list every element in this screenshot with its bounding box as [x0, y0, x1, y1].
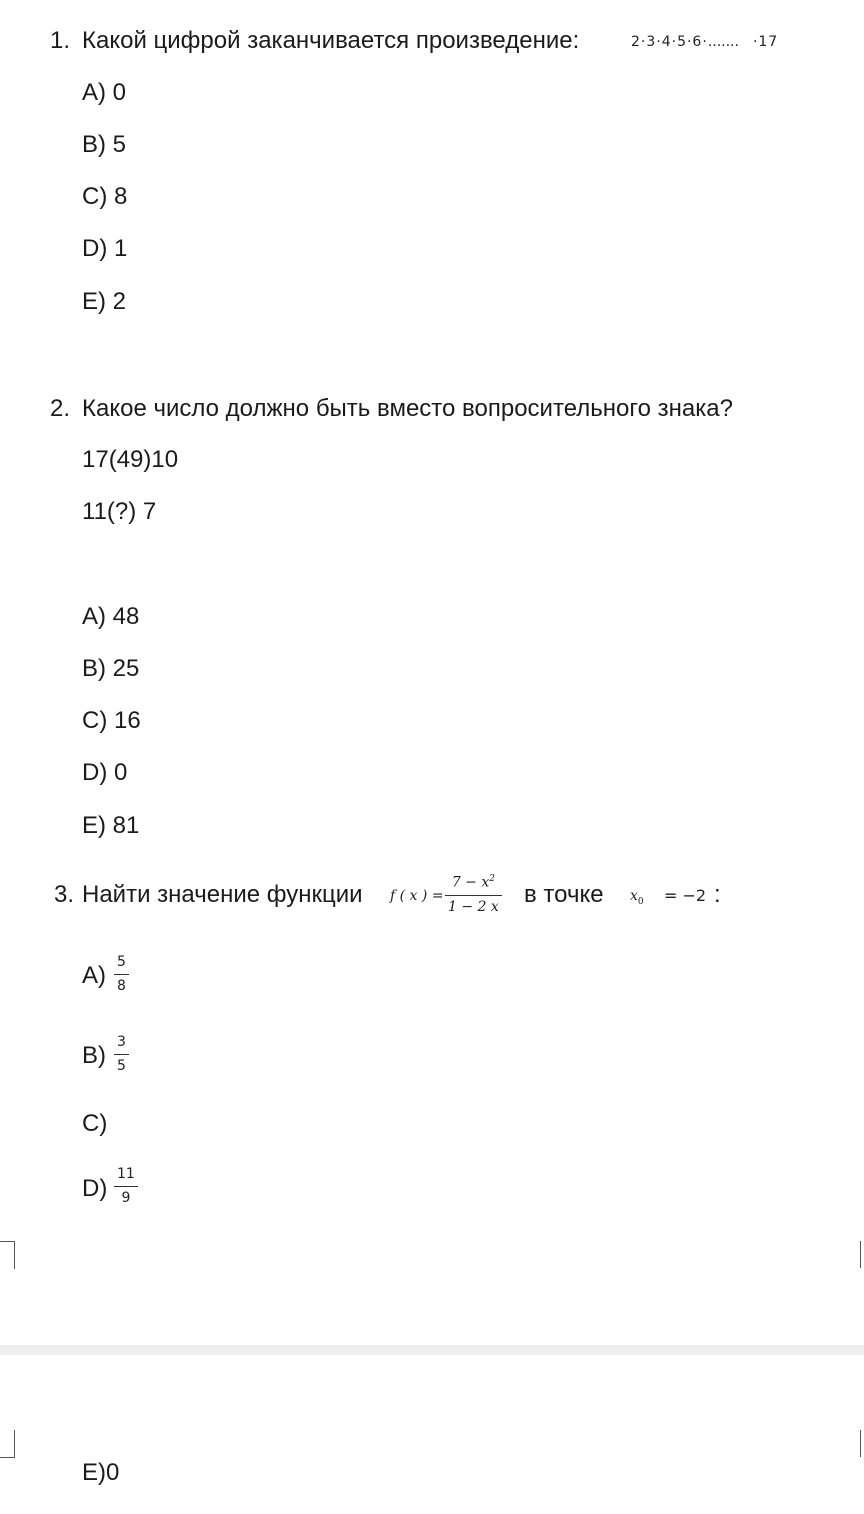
q3-option-d-label: D): [82, 1175, 108, 1202]
q3-func-num-exp: 2: [489, 874, 495, 884]
q3-option-a-bar: [114, 974, 129, 975]
q3-colon: :: [714, 881, 721, 908]
q3-x0: [630, 888, 644, 907]
q3-option-b-bar: [114, 1054, 129, 1055]
q3-option-d-fraction: [114, 1166, 138, 1207]
q2-line2: 11(?) 7: [82, 498, 157, 525]
page-corner-mark-top-left: [0, 1430, 15, 1458]
q3-option-d-num: 11: [117, 1166, 135, 1182]
q2-option-b: B) 25: [82, 655, 140, 682]
q1-option-b: B) 5: [82, 131, 127, 158]
q1-option-e: E) 2: [82, 288, 127, 315]
q1-text: Какой цифрой заканчивается произведение:: [82, 27, 580, 54]
q3-func-bar: [445, 895, 502, 896]
page-corner-mark-bottom-right: [860, 1241, 864, 1268]
q3-option-a-den: 8: [117, 978, 126, 994]
q3-func-numerator: [449, 871, 498, 892]
q3-number: 3.: [54, 881, 75, 908]
q3-option-c-label: C): [82, 1110, 108, 1137]
q3-func-num-text: 7 − x: [451, 874, 490, 891]
q2-option-a: A) 48: [82, 603, 140, 630]
q3-x0-sub: 0: [637, 896, 644, 907]
page-corner-mark-bottom-left: [0, 1241, 15, 1269]
q3-at-point: в точке: [524, 881, 604, 908]
q3-func-lhs: f ( x ) =: [390, 888, 444, 904]
q1-expr: 2·3·4·5·6·: [631, 34, 708, 50]
q3-option-b-num: 3: [117, 1034, 126, 1050]
q1-expr-end: ·17: [752, 34, 779, 50]
q2-number: 2.: [50, 395, 71, 422]
q3-option-b-den: 5: [117, 1058, 126, 1074]
q3-x0-var: x: [630, 888, 638, 904]
q2-text: Какое число должно быть вместо вопросительного знака?: [82, 395, 733, 422]
q3-func-fraction: [445, 871, 502, 916]
q1-option-d: D) 1: [82, 235, 128, 262]
q3-option-d-bar: [114, 1186, 138, 1187]
q3-option-b-fraction: [114, 1034, 129, 1075]
q3-option-a-num: 5: [117, 954, 126, 970]
q1-option-c: C) 8: [82, 183, 128, 210]
q3-text: Найти значение функции: [82, 881, 363, 908]
q2-option-d: D) 0: [82, 759, 128, 786]
q3-option-a-label: A): [82, 962, 106, 989]
q2-option-e: E) 81: [82, 812, 140, 839]
q1-dots: .......: [707, 34, 739, 50]
q3-func-denominator: 1 − 2 x: [448, 898, 499, 915]
page-corner-mark-top-right: [860, 1430, 864, 1457]
q1-number: 1.: [50, 27, 71, 54]
q1-option-a: A) 0: [82, 79, 127, 106]
q3-option-d-den: 9: [121, 1190, 131, 1206]
q2-line1: 17(49)10: [82, 446, 179, 473]
q2-option-c: C) 16: [82, 707, 141, 734]
q3-x0-value: = −2: [664, 886, 707, 905]
q3-option-b-label: B): [82, 1042, 106, 1069]
q3-option-e: E)0: [82, 1459, 120, 1486]
q3-option-a-fraction: [114, 954, 129, 995]
q1-expression: [631, 34, 778, 50]
page-separator: [0, 1345, 864, 1355]
